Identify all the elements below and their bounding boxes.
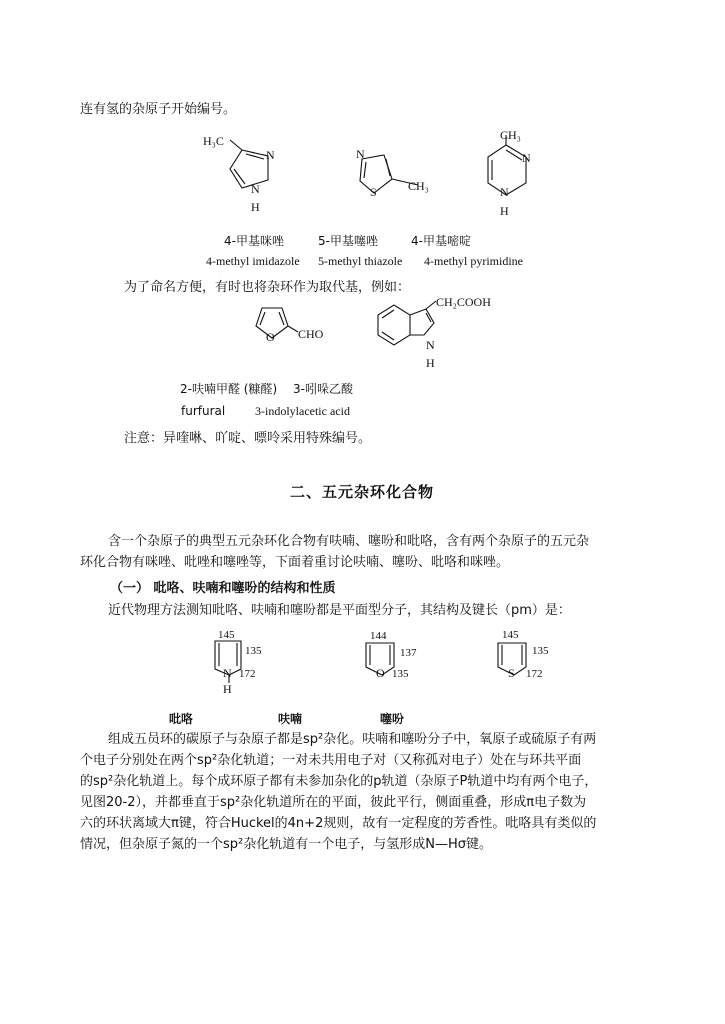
furfural-structure [248,300,338,350]
thiophene-het-length: 172 [526,668,543,680]
nh-h-label: H [251,200,260,214]
furan-label: 呋喃 [278,712,303,726]
section-title: 二、五元杂环化合物 [290,483,435,501]
furan-ring [360,625,450,685]
pyrrole-side-length: 135 [245,645,262,657]
subsection-title: （一） 吡咯、呋喃和噻吩的结构和性质 [110,581,336,596]
thiazole-ch3-label: CH₃ [408,179,429,193]
structure-intro: 近代物理方法测知吡咯、呋喃和噻吩都是平面型分子，其结构及键长（pm）是： [108,603,571,618]
thiophene-label: 噻吩 [380,712,405,726]
name-en-furfural: furfural [181,404,226,418]
thiophene-ring [492,625,582,685]
name-zh-imidazole: 4-甲基咪唑 [224,234,284,248]
nh-n-label: N [251,182,260,196]
paragraph-2 [80,729,660,855]
pyrrole-h-label: H [223,682,232,696]
indole-h-label: H [426,356,435,370]
ch2cooh-label: CH₂COOH [436,295,491,309]
furan-o-label: O [376,666,385,680]
pyrimidine-structure [478,125,548,220]
name-zh-pyrimidine: 4-甲基嘧啶 [411,234,471,248]
thiazole-structure [352,145,462,205]
indoleacetic-acid-structure [370,295,520,375]
para1-line: 含一个杂原子的典型五元杂环化合物有呋喃、噻吩和吡咯，含有两个杂原子的五元杂 [108,534,590,549]
thiophene-side-length: 135 [532,645,549,657]
furan-het-length: 135 [392,668,409,680]
paragraph-1 [80,531,660,573]
para2-line: 的sp²杂化轨道上。每个成环原子都有未参加杂化的p轨道（杂原子P轨道中均有两个电子， [80,774,598,789]
name-en-imidazole: 4-methyl imidazole [206,254,300,268]
furfural-o-label: O [266,330,275,344]
special-note: 注意：异喹啉、吖啶、嘌呤采用特殊编号。 [124,431,372,446]
thiophene-s-label: S [508,666,515,680]
name-en-indoleacetic: 3-indolylacetic acid [255,404,350,418]
pyrrole-het-length: 172 [239,668,256,680]
pyrrole-n-label: N [223,666,232,680]
name-zh-indoleacetic: 3-吲哚乙酸 [293,382,353,396]
para2-line: 个电子分别处在两个sp²杂化轨道；一对未共用电子对（又称孤对电子）处在与环共平面 [80,753,582,768]
para2-line: 见图20-2），并都垂直于sp²杂化轨道所在的平面，彼此平行，侧面重叠，形成π电子数为 [80,795,587,810]
pyrrole-label: 吡咯 [169,712,194,726]
h3c-label: H₃C [203,134,224,148]
furfural-cho-label: CHO [298,327,324,341]
name-zh-thiazole: 5-甲基噻唑 [318,234,378,248]
thiophene-top-length: 145 [502,629,519,641]
n-label: N [266,148,275,162]
substituent-note: 为了命名方便，有时也将杂环作为取代基，例如： [124,280,411,295]
imidazole-structure [200,128,290,218]
name-en-thiazole: 5-methyl thiazole [318,254,403,268]
para1-line: 环化合物有咪唑、吡唑和噻唑等，下面着重讨论呋喃、噻吩、吡咯和咪唑。 [80,555,510,570]
furan-side-length: 137 [400,647,417,659]
name-zh-furfural: 2-呋喃甲醛 (糠醛) [180,382,278,396]
pyrimidine-ch3-label: CH₃ [500,128,521,142]
thiazole-s-label: S [370,185,377,199]
thiazole-n-label: N [356,147,365,161]
pyrrole-ring [205,625,285,695]
pyrimidine-nh-n-label: N [500,185,509,199]
para2-line: 六的环状离域大π键，符合Huckel的4n+2规则，故有一定程度的芳香性。吡咯具有类似的 [80,816,597,831]
pyrrole-top-length: 145 [218,629,235,641]
name-en-pyrimidine: 4-methyl pyrimidine [424,254,523,268]
indole-n-label: N [426,338,435,352]
para2-line: 情况，但杂原子氮的一个sp²杂化轨道有一个电子，与氢形成N—Hσ键。 [80,837,492,852]
pyrimidine-n-label: N [522,151,531,165]
furan-top-length: 144 [370,630,387,642]
intro-line: 连有氢的杂原子开始编号。 [80,102,237,117]
pyrimidine-nh-h-label: H [500,204,509,218]
para2-line: 组成五员环的碳原子与杂原子都是sp²杂化。呋喃和噻吩分子中，氧原子或硫原子有两 [108,732,597,747]
